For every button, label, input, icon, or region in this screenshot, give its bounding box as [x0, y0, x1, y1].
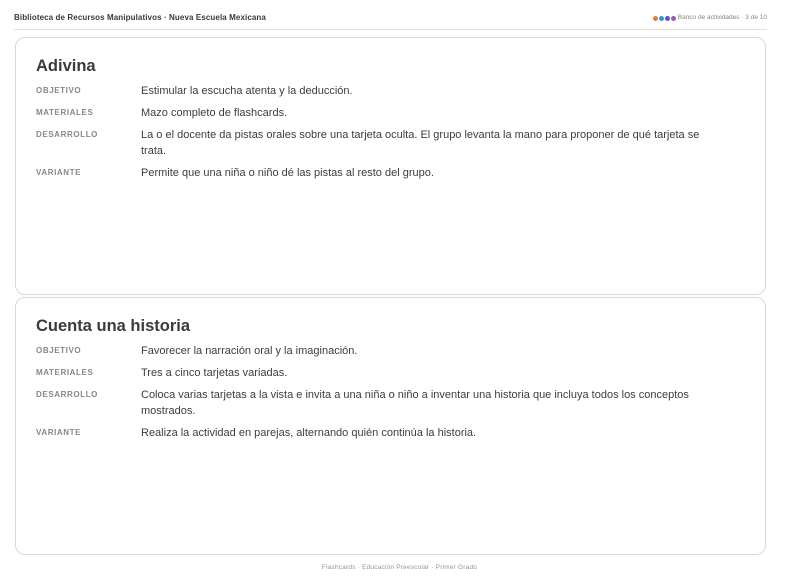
row-value: Permite que una niña o niño dé las pistas al resto del grupo.: [141, 167, 434, 179]
activity-row-desarrollo: [36, 387, 745, 419]
page-header: [14, 10, 767, 30]
activity-title: Cuenta una historia: [36, 317, 191, 335]
row-value: Mazo completo de flashcards.: [141, 107, 288, 119]
color-dots: [652, 15, 676, 22]
activity-row-variante: [36, 425, 745, 441]
row-label: MATERIALES: [36, 368, 94, 377]
row-value: Coloca varias tarjetas a la vista e invita a una niña o niño a inventar una historia que incluya todos los conceptos mostrados.: [141, 389, 689, 417]
row-value: Tres a cinco tarjetas variadas.: [141, 367, 288, 379]
activity-row-variante: [36, 165, 745, 181]
row-value: La o el docente da pistas orales sobre una tarjeta oculta. El grupo levanta la mano para proponer de qué tarjeta se trata.: [141, 129, 700, 157]
activity-row-desarrollo: [36, 127, 745, 159]
activity-card-cuenta-una-historia: [15, 297, 766, 555]
row-value: Favorecer la narración oral y la imaginación.: [141, 345, 358, 357]
row-label: VARIANTE: [36, 168, 82, 177]
row-label: OBJETIVO: [36, 86, 82, 95]
page-footer: Flashcards · Educación Preescolar · Primer Grado: [321, 564, 478, 571]
row-label: DESARROLLO: [36, 130, 98, 139]
activity-row-materiales: [36, 105, 745, 121]
color-dot-purple: [670, 15, 677, 22]
row-value: Estimular la escucha atenta y la deducción.: [141, 85, 353, 97]
page-indicator: Banco de actividades · 3 de 10: [677, 14, 767, 21]
document-title: Biblioteca de Recursos Manipulativos · Nueva Escuela Mexicana: [14, 13, 266, 22]
header-meta-group: [652, 10, 767, 26]
activity-row-objetivo: [36, 343, 745, 359]
activity-card-adivina: [15, 37, 766, 295]
row-label: MATERIALES: [36, 108, 94, 117]
activity-row-materiales: [36, 365, 745, 381]
row-value: Realiza la actividad en parejas, alternando quién continúa la historia.: [141, 427, 477, 439]
activity-title: Adivina: [36, 57, 96, 75]
row-label: OBJETIVO: [36, 346, 82, 355]
activity-row-objetivo: [36, 83, 745, 99]
row-label: VARIANTE: [36, 428, 82, 437]
row-label: DESARROLLO: [36, 390, 98, 399]
